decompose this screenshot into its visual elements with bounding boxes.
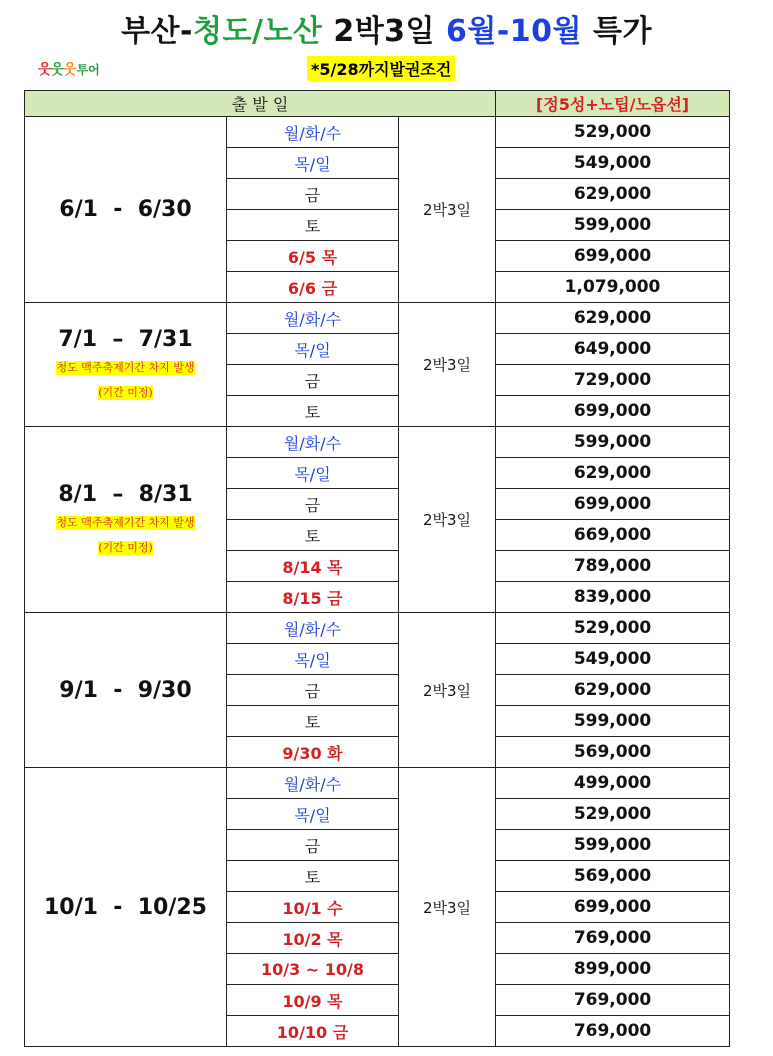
price-cell: 789,000	[496, 551, 730, 582]
departure-day: 목/일	[227, 334, 399, 365]
festival-surcharge-note: 청도 맥주축제기간 차지 발생	[56, 516, 195, 529]
price-cell: 599,000	[496, 830, 730, 861]
price-cell: 629,000	[496, 458, 730, 489]
departure-day: 8/14 목	[227, 551, 399, 582]
price-cell: 699,000	[496, 241, 730, 272]
festival-surcharge-note: 청도 맥주축제기간 차지 발생	[56, 361, 195, 374]
departure-day: 6/5 목	[227, 241, 399, 272]
price-cell: 549,000	[496, 148, 730, 179]
price-cell: 769,000	[496, 923, 730, 954]
departure-day: 토	[227, 210, 399, 241]
price-cell: 769,000	[496, 1016, 730, 1047]
price-cell: 569,000	[496, 737, 730, 768]
trip-duration: 2박3일	[399, 768, 496, 1047]
table-row	[25, 427, 730, 458]
departure-day: 금	[227, 675, 399, 706]
logo-figure-icon: 웃	[38, 62, 51, 78]
departure-day: 10/10 금	[227, 1016, 399, 1047]
title-special: 특가	[582, 14, 652, 49]
period-range: 10/1 - 10/25	[44, 894, 207, 920]
title-duration: 2박3일	[322, 14, 446, 49]
departure-day: 목/일	[227, 458, 399, 489]
price-cell: 599,000	[496, 210, 730, 241]
price-cell: 599,000	[496, 427, 730, 458]
departure-day: 금	[227, 489, 399, 520]
period-range: 6/1 - 6/30	[59, 197, 192, 222]
price-cell: 629,000	[496, 179, 730, 210]
price-cell: 899,000	[496, 954, 730, 985]
table-row	[25, 117, 730, 148]
tour-logo	[38, 58, 100, 80]
table-row	[25, 768, 730, 799]
price-cell: 699,000	[496, 396, 730, 427]
departure-day: 토	[227, 706, 399, 737]
departure-day: 10/1 수	[227, 892, 399, 923]
departure-day: 월/화/수	[227, 427, 399, 458]
departure-day: 월/화/수	[227, 613, 399, 644]
trip-duration: 2박3일	[399, 613, 496, 768]
departure-day: 금	[227, 365, 399, 396]
price-cell: 769,000	[496, 985, 730, 1016]
departure-day: 10/9 목	[227, 985, 399, 1016]
period-range: 9/1 - 9/30	[59, 677, 192, 703]
title-months: 6월-10월	[445, 14, 583, 49]
departure-day: 월/화/수	[227, 768, 399, 799]
title-route: 부산-	[121, 14, 193, 49]
departure-day: 토	[227, 396, 399, 427]
price-cell: 629,000	[496, 675, 730, 706]
price-cell: 839,000	[496, 582, 730, 613]
period-range: 8/1 – 8/31	[58, 482, 193, 507]
period-cell	[25, 768, 227, 1047]
departure-day: 목/일	[227, 148, 399, 179]
departure-day: 8/15 금	[227, 582, 399, 613]
price-cell: 549,000	[496, 644, 730, 675]
price-cell: 529,000	[496, 799, 730, 830]
price-cell: 499,000	[496, 768, 730, 799]
departure-day: 토	[227, 520, 399, 551]
price-cell: 699,000	[496, 489, 730, 520]
title-destinations: 청도/노산	[192, 14, 323, 49]
festival-period-note: (기간 미정)	[98, 386, 153, 399]
departure-day: 6/6 금	[227, 272, 399, 303]
trip-duration: 2박3일	[399, 427, 496, 613]
departure-day: 월/화/수	[227, 303, 399, 334]
departure-day: 월/화/수	[227, 117, 399, 148]
price-cell: 529,000	[496, 613, 730, 644]
page-title	[0, 6, 773, 50]
table-header-row	[25, 91, 730, 117]
price-cell: 599,000	[496, 706, 730, 737]
price-cell: 569,000	[496, 861, 730, 892]
price-cell: 649,000	[496, 334, 730, 365]
departure-header: 출 발 일	[25, 91, 496, 117]
price-cell: 529,000	[496, 117, 730, 148]
period-cell	[25, 303, 227, 427]
trip-duration: 2박3일	[399, 117, 496, 303]
festival-period-note: (기간 미정)	[98, 541, 153, 554]
price-table	[24, 90, 730, 1047]
departure-day: 금	[227, 830, 399, 861]
table-row	[25, 303, 730, 334]
departure-day: 10/2 목	[227, 923, 399, 954]
period-range: 7/1 – 7/31	[58, 327, 193, 352]
price-cell: 1,079,000	[496, 272, 730, 303]
period-cell	[25, 427, 227, 613]
price-cell: 629,000	[496, 303, 730, 334]
period-cell	[25, 613, 227, 768]
departure-day: 토	[227, 861, 399, 892]
departure-day: 목/일	[227, 799, 399, 830]
ticketing-condition: *5/28까지발권조건	[307, 56, 455, 81]
price-cell: 699,000	[496, 892, 730, 923]
price-cell: 669,000	[496, 520, 730, 551]
table-row	[25, 613, 730, 644]
departure-day: 9/30 화	[227, 737, 399, 768]
departure-day: 10/3 ~ 10/8	[227, 954, 399, 985]
departure-day: 금	[227, 179, 399, 210]
departure-day: 목/일	[227, 644, 399, 675]
trip-duration: 2박3일	[399, 303, 496, 427]
logo-figure-icon: 웃	[63, 62, 76, 78]
period-cell	[25, 117, 227, 303]
logo-text: 투어	[76, 62, 100, 77]
logo-figure-icon: 웃	[50, 62, 64, 78]
price-header: [정5성+노팁/노옵션]	[496, 91, 730, 117]
price-cell: 729,000	[496, 365, 730, 396]
